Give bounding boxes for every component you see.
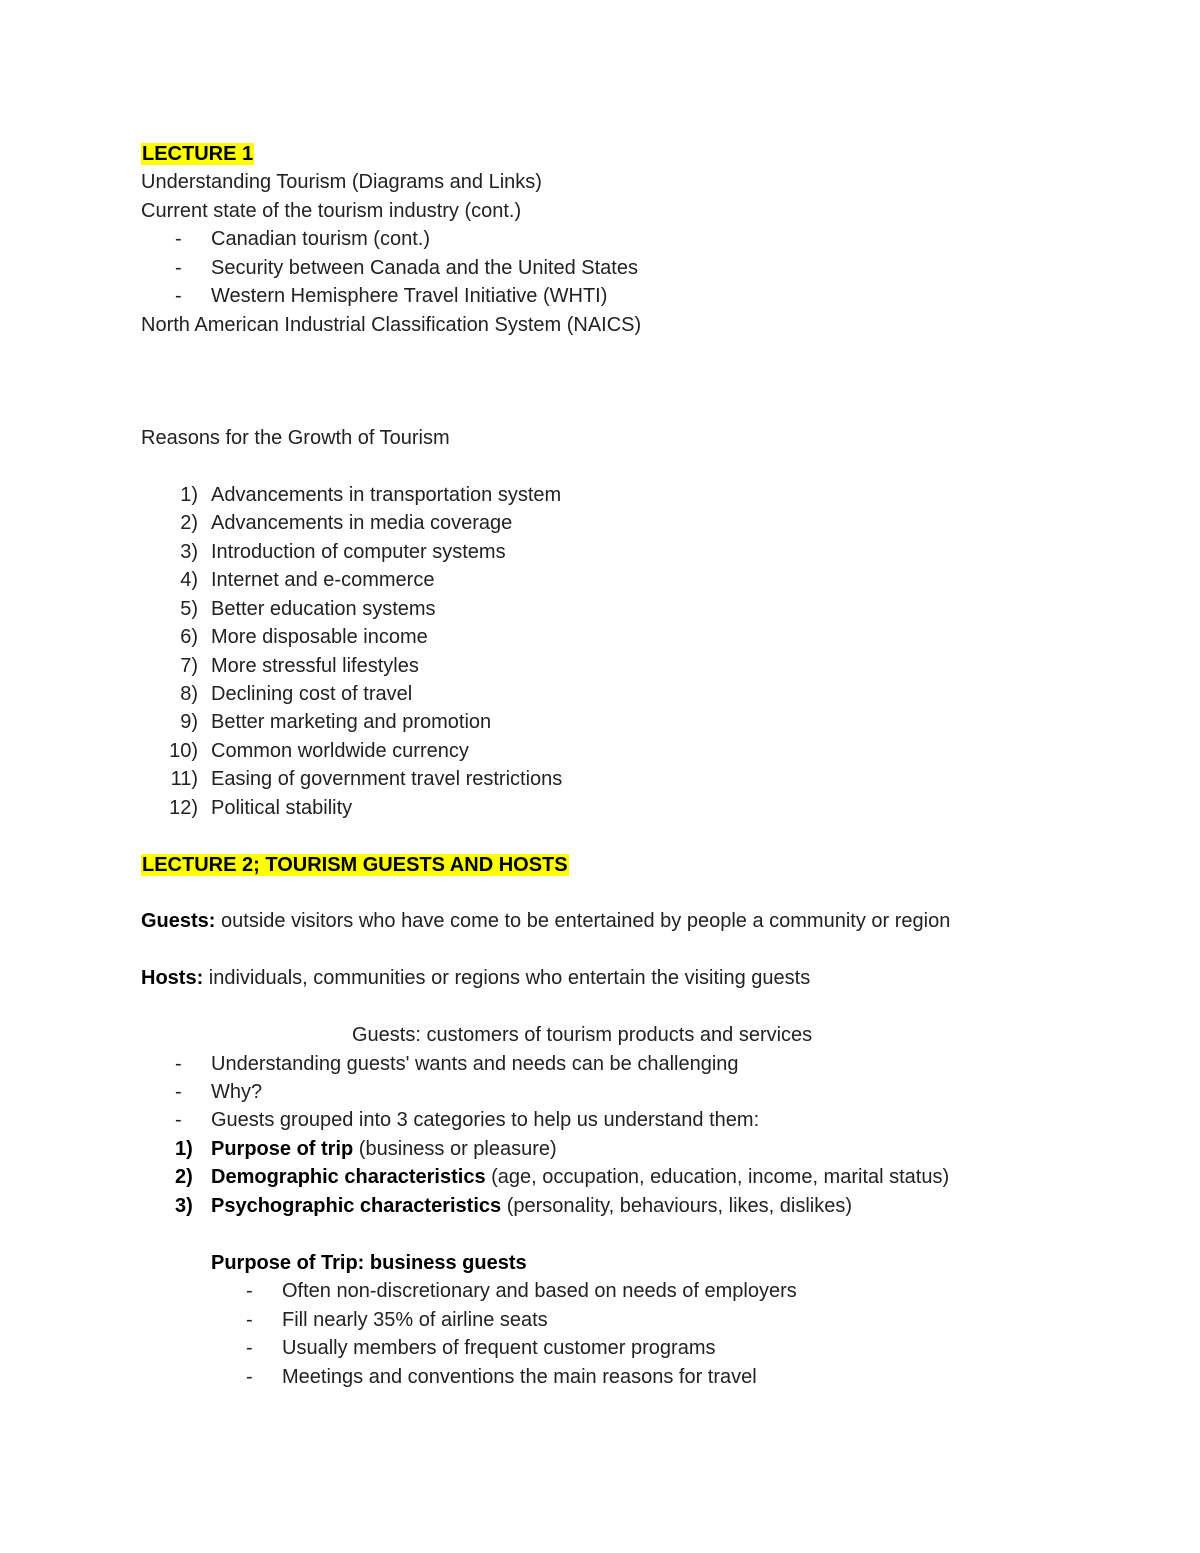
bullet-marker: - [246, 1366, 253, 1388]
business-bullet: Fill nearly 35% of airline seats [282, 1309, 548, 1331]
business-heading: Purpose of Trip: business guests [211, 1252, 527, 1274]
growth-item: Internet and e-commerce [211, 569, 435, 591]
bullet-marker: - [175, 228, 182, 250]
list-marker: 8) [180, 683, 198, 705]
guests-def-text: outside visitors who have come to be entertained by people a community or region [215, 910, 951, 932]
growth-item: More disposable income [211, 626, 428, 648]
category-marker: 1) [175, 1138, 193, 1160]
lecture1-bullet: Western Hemisphere Travel Initiative (WHTI) [211, 285, 608, 307]
growth-item: Declining cost of travel [211, 683, 413, 705]
category-bold: Demographic characteristics [211, 1166, 486, 1188]
growth-item: Political stability [211, 797, 353, 819]
category-bold: Purpose of trip [211, 1138, 354, 1160]
category-item [211, 1164, 949, 1190]
guests-term: Guests: [141, 910, 216, 932]
list-marker: 4) [180, 569, 198, 591]
hosts-term: Hosts: [141, 967, 204, 989]
lecture1-line2: Current state of the tourism industry (cont.) [141, 200, 522, 222]
list-marker: 5) [180, 598, 198, 620]
lecture1-line3: North American Industrial Classification System (NAICS) [141, 314, 642, 336]
category-bold: Psychographic characteristics [211, 1195, 502, 1217]
centered-guests-line: Guests: customers of tourism products and services [352, 1024, 813, 1046]
bullet-marker: - [246, 1309, 253, 1331]
list-marker: 11) [170, 768, 198, 790]
lecture2-heading-line [141, 852, 569, 878]
bullet-marker: - [175, 1109, 182, 1131]
business-bullet: Meetings and conventions the main reasons for travel [282, 1366, 757, 1388]
lecture1-line1: Understanding Tourism (Diagrams and Links) [141, 171, 542, 193]
list-marker: 1) [180, 484, 198, 506]
bullet-marker: - [175, 285, 182, 307]
guests-definition [141, 908, 950, 934]
category-rest: (business or pleasure) [353, 1138, 557, 1160]
growth-item: Better marketing and promotion [211, 711, 492, 733]
lecture1-heading-line [141, 141, 254, 167]
hosts-def-text: individuals, communities or regions who entertain the visiting guests [203, 967, 811, 989]
category-rest: (age, occupation, education, income, marital status) [485, 1166, 950, 1188]
bullet-marker: - [175, 1053, 182, 1075]
list-marker: 6) [180, 626, 198, 648]
list-marker: 9) [180, 711, 198, 733]
lecture2-heading: LECTURE 2; TOURISM GUESTS AND HOSTS [142, 854, 568, 876]
growth-item: Better education systems [211, 598, 436, 620]
bullet-marker: - [246, 1280, 253, 1302]
growth-item: Advancements in media coverage [211, 512, 513, 534]
lecture2-bullet: Understanding guests' wants and needs can be challenging [211, 1053, 739, 1075]
growth-item: Introduction of computer systems [211, 541, 506, 563]
lecture1-bullet: Canadian tourism (cont.) [211, 228, 430, 250]
growth-item: Common worldwide currency [211, 740, 469, 762]
category-item [211, 1193, 852, 1219]
growth-item: Easing of government travel restrictions [211, 768, 563, 790]
list-marker: 7) [180, 655, 198, 677]
growth-item: More stressful lifestyles [211, 655, 419, 677]
list-marker: 2) [180, 512, 198, 534]
category-marker: 3) [175, 1195, 193, 1217]
lecture2-bullet: Guests grouped into 3 categories to help us understand them: [211, 1109, 760, 1131]
category-marker: 2) [175, 1166, 193, 1188]
lecture2-bullet: Why? [211, 1081, 263, 1103]
bullet-marker: - [175, 1081, 182, 1103]
list-marker: 3) [180, 541, 198, 563]
hosts-definition [141, 965, 810, 991]
bullet-marker: - [246, 1337, 253, 1359]
lecture1-bullet: Security between Canada and the United States [211, 257, 638, 279]
category-rest: (personality, behaviours, likes, dislikes) [501, 1195, 853, 1217]
business-bullet: Usually members of frequent customer programs [282, 1337, 716, 1359]
business-bullet: Often non-discretionary and based on needs of employers [282, 1280, 797, 1302]
growth-item: Advancements in transportation system [211, 484, 562, 506]
list-marker: 10) [169, 740, 198, 762]
list-marker: 12) [169, 797, 198, 819]
bullet-marker: - [175, 257, 182, 279]
growth-title: Reasons for the Growth of Tourism [141, 427, 450, 449]
category-item [211, 1136, 557, 1162]
lecture1-heading: LECTURE 1 [142, 143, 254, 165]
